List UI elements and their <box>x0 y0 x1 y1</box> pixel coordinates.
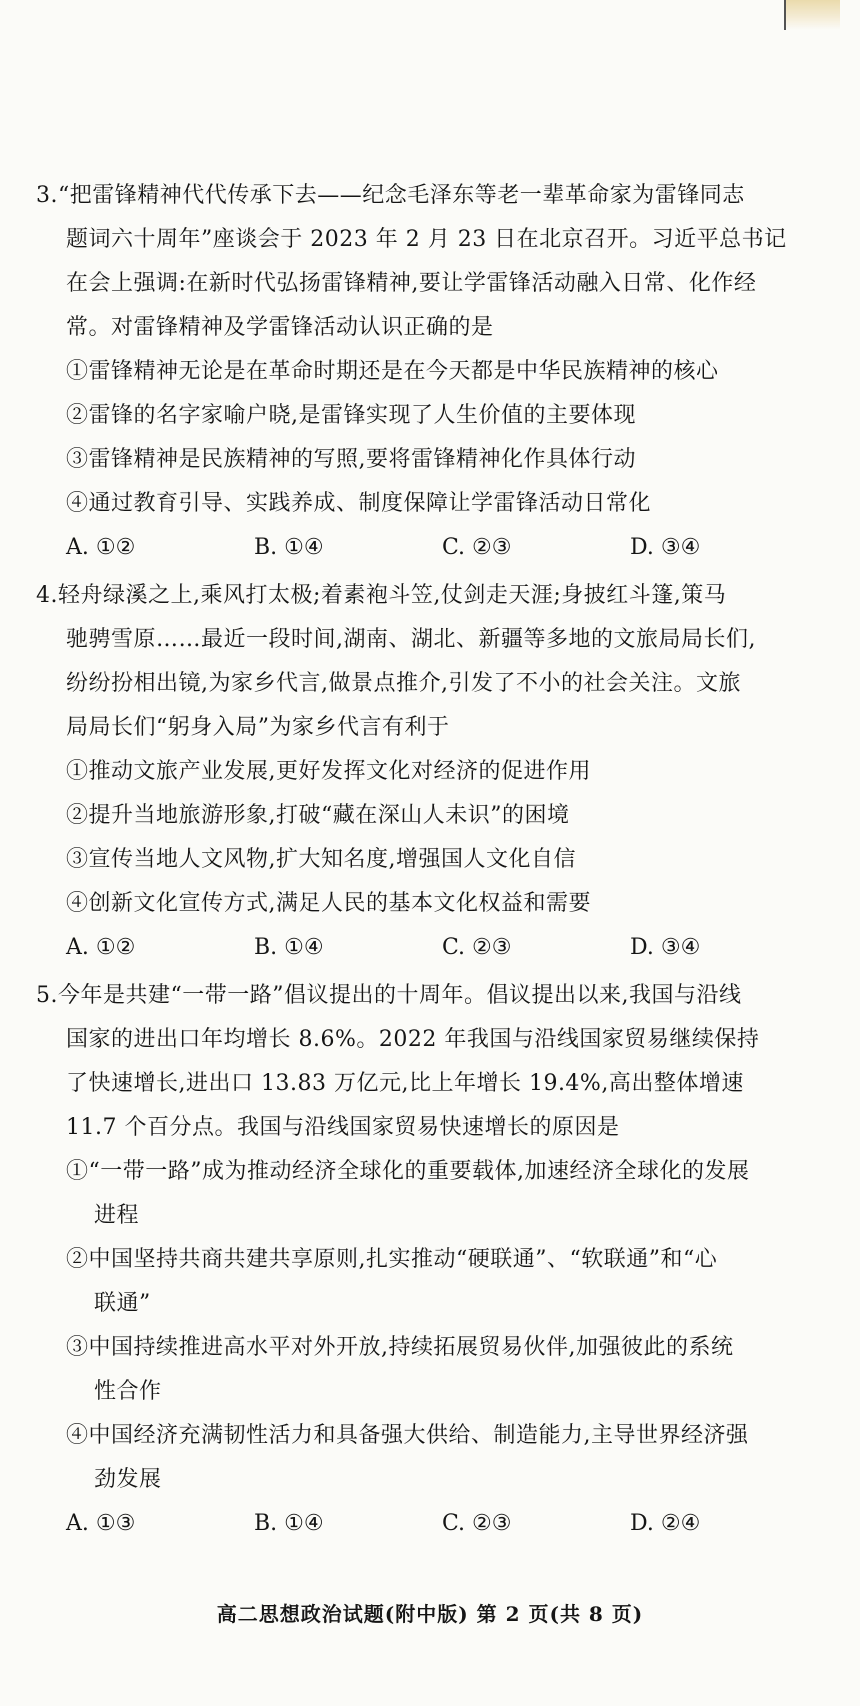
statement-option: ①“一带一路”成为推动经济全球化的重要载体,加速经济全球化的发展 <box>66 1159 750 1184</box>
question-stem-line: 了快速增长,进出口 13.83 万亿元,比上年增长 19.4%,高出整体增速 <box>66 1071 744 1096</box>
question-stem-line: 局局长们“躬身入局”为家乡代言有利于 <box>66 715 450 740</box>
question-stem-line: 在会上强调:在新时代弘扬雷锋精神,要让学雷锋活动融入日常、化作经 <box>66 271 757 296</box>
choice-c: C. ②③ <box>442 935 512 960</box>
question-stem-line: 纷纷扮相出镜,为家乡代言,做景点推介,引发了不小的社会关注。文旅 <box>66 671 741 696</box>
question-5 <box>36 974 826 1546</box>
choice-d: D. ③④ <box>630 535 701 560</box>
choice-d: D. ③④ <box>630 935 701 960</box>
question-3 <box>36 174 826 570</box>
statement-option: ②中国坚持共商共建共享原则,扎实推动“硬联通”、“软联通”和“心 <box>66 1247 718 1272</box>
question-stem-line: 5.今年是共建“一带一路”倡议提出的十周年。倡议提出以来,我国与沿线 <box>36 983 742 1008</box>
statement-option: ③雷锋精神是民族精神的写照,要将雷锋精神化作具体行动 <box>66 447 636 472</box>
question-stem-line: 4.轻舟绿溪之上,乘风打太极;着素袍斗笠,仗剑走天涯;身披红斗篷,策马 <box>36 583 727 608</box>
choice-c: C. ②③ <box>442 1511 512 1536</box>
statement-option: ③宣传当地人文风物,扩大知名度,增强国人文化自信 <box>66 847 576 872</box>
statement-option: ④中国经济充满韧性活力和具备强大供给、制造能力,主导世界经济强 <box>66 1423 749 1448</box>
choice-a: A. ①③ <box>66 1511 136 1536</box>
question-4 <box>36 574 826 970</box>
choice-b: B. ①④ <box>254 1511 324 1536</box>
statement-option: ④通过教育引导、实践养成、制度保障让学雷锋活动日常化 <box>66 491 652 516</box>
statement-option-continuation: 进程 <box>94 1203 140 1228</box>
answer-choices <box>36 526 826 570</box>
choice-b: B. ①④ <box>254 935 324 960</box>
question-stem-line: 常。对雷锋精神及学雷锋活动认识正确的是 <box>66 315 494 340</box>
statement-option: ①雷锋精神无论是在革命时期还是在今天都是中华民族精神的核心 <box>66 359 719 384</box>
statement-option: ②雷锋的名字家喻户晓,是雷锋实现了人生价值的主要体现 <box>66 403 636 428</box>
statement-option-continuation: 联通” <box>94 1291 151 1316</box>
question-stem-line: 题词六十周年”座谈会于 2023 年 2 月 23 日在北京召开。习近平总书记 <box>66 227 787 252</box>
statement-option: ①推动文旅产业发展,更好发挥文化对经济的促进作用 <box>66 759 591 784</box>
choice-a: A. ①② <box>66 535 136 560</box>
question-stem-line: 11.7 个百分点。我国与沿线国家贸易快速增长的原因是 <box>66 1115 620 1140</box>
statement-option: ④创新文化宣传方式,满足人民的基本文化权益和需要 <box>66 891 591 916</box>
statement-option-continuation: 劲发展 <box>94 1467 162 1492</box>
page-footer: 高二思想政治试题(附中版) 第 2 页(共 8 页) <box>216 1602 644 1626</box>
choice-c: C. ②③ <box>442 535 512 560</box>
statement-option: ②提升当地旅游形象,打破“藏在深山人未识”的困境 <box>66 803 570 828</box>
statement-option-continuation: 性合作 <box>94 1379 162 1404</box>
answer-choices <box>36 926 826 970</box>
statement-option: ③中国持续推进高水平对外开放,持续拓展贸易伙伴,加强彼此的系统 <box>66 1335 734 1360</box>
answer-choices <box>36 1502 826 1546</box>
choice-d: D. ②④ <box>630 1511 701 1536</box>
corner-binding-mark <box>784 0 840 30</box>
question-stem-line: 3.“把雷锋精神代代传承下去——纪念毛泽东等老一辈革命家为雷锋同志 <box>36 183 745 208</box>
question-stem-line: 驰骋雪原……最近一段时间,湖南、湖北、新疆等多地的文旅局局长们, <box>66 627 756 652</box>
choice-b: B. ①④ <box>254 535 324 560</box>
question-stem-line: 国家的进出口年均增长 8.6%。2022 年我国与沿线国家贸易继续保持 <box>66 1027 760 1052</box>
choice-a: A. ①② <box>66 935 136 960</box>
